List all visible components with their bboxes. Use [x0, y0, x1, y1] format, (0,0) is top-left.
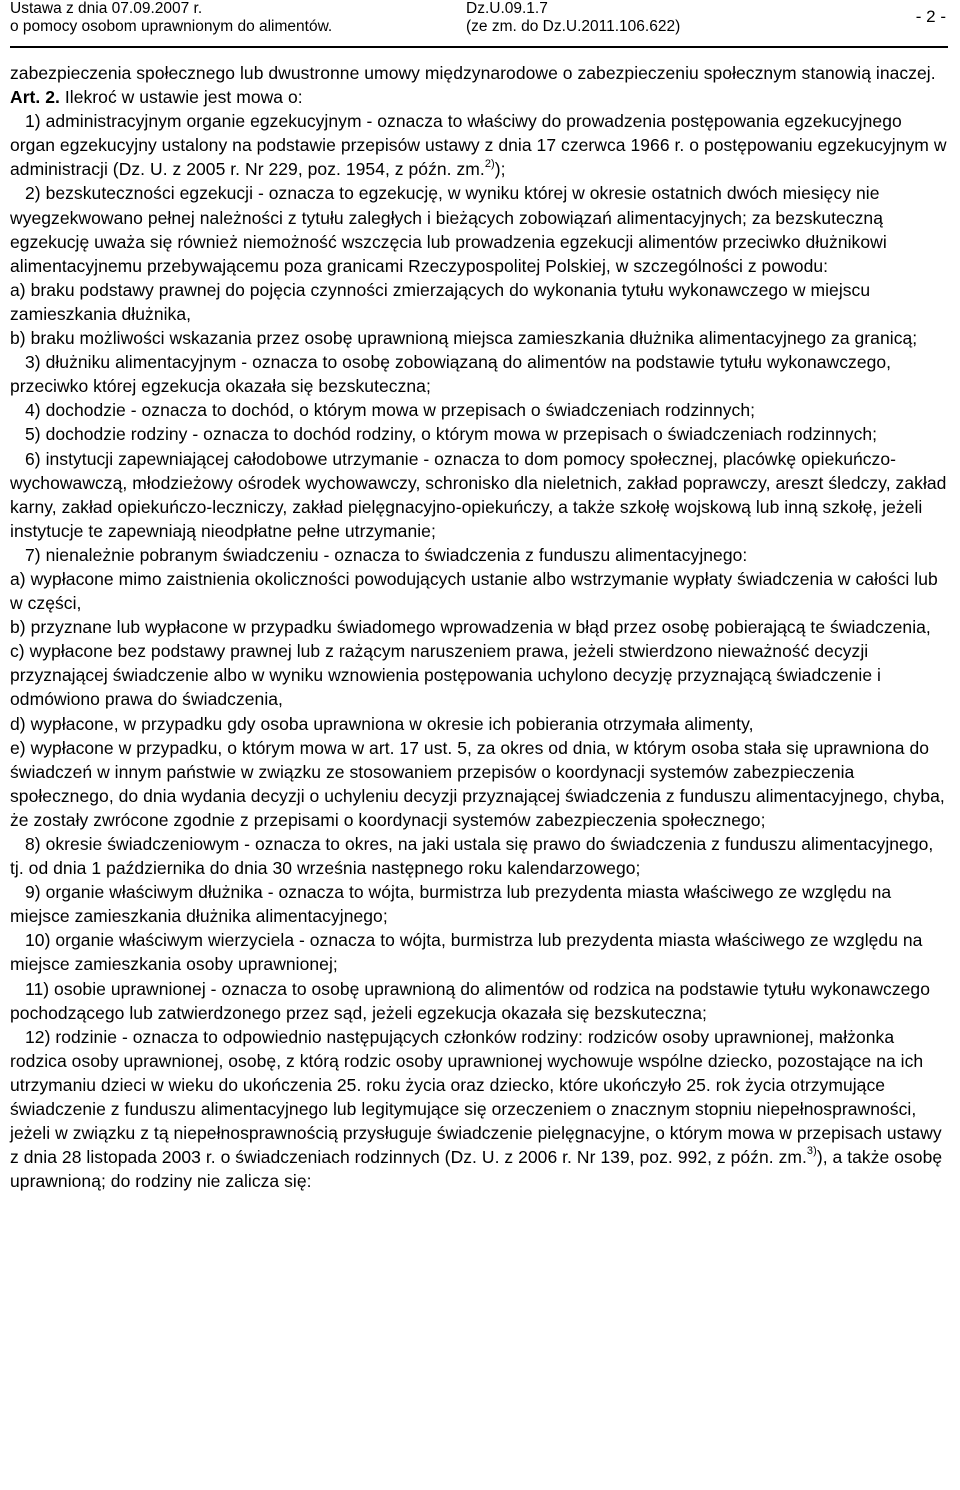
definition-item-7: 7) nienależnie pobranym świadczeniu - oznacza to świadczenia z funduszu alimentacyjnego:: [25, 544, 748, 565]
definition-item-2a: a) braku podstawy prawnej do pojęcia czynności zmierzających do wykonania tytułu wykonawczego w miejscu zamieszkania dłużnika,: [10, 279, 871, 324]
footnote-ref-3: 3): [806, 1145, 817, 1158]
definition-item-2: 2) bezskuteczności egzekucji - oznacza to egzekucję, w wyniku której w okresie ostatnich dwóch miesięcy nie wyegzekwowano pełnej należności z tytułu zaległych i bieżących zobowiązań alimentacyjnych; za bezskuteczną egzekucję uważa się również niemożność wszczęcia lub prowadzenia egzekucji alimentów przeciwko dłużnikowi alimentacyjnemu przebywającemu poza granicami Rzeczypospolitej Polskiej, w szczególności z powodu:: [10, 183, 887, 276]
page-header: [10, 0, 948, 48]
definition-item-6: 6) instytucji zapewniającej całodobowe utrzymanie - oznacza to dom pomocy społecznej, placówkę opiekuńczo-wychowawczą, młodzieżowy ośrodek wychowawczy, schronisko dla nieletnich, zakład poprawczy, areszt śledczy, zakład karny, zakład opiekuńczo-leczniczy, zakład pielęgnacyjno-opiekuńczy, a także szkołę wojskową lub inną szkołę, jeżeli instytucje te zapewniają nieodpłatne pełne utrzymanie;: [10, 448, 947, 541]
act-subject-line: o pomocy osobom uprawnionym do alimentów.: [10, 18, 333, 35]
article-2-heading: [10, 85, 948, 109]
footnote-ref-2: 2): [484, 157, 495, 170]
definition-item-4: 4) dochodzie - oznacza to dochód, o którym mowa w przepisach o świadczeniach rodzinnych;: [25, 400, 756, 421]
journal-reference: Dz.U.09.1.7: [466, 0, 548, 17]
amendment-reference: (ze zm. do Dz.U.2011.106.622): [466, 18, 681, 35]
act-title-line: Ustawa z dnia 07.09.2007 r.: [10, 0, 203, 17]
definition-item-7d: d) wypłacone, w przypadku gdy osoba uprawniona w okresie ich pobierania otrzymała alimenty,: [10, 713, 754, 734]
article-intro: Ilekroć w ustawie jest mowa o:: [59, 87, 303, 108]
document-body: [10, 61, 948, 1193]
definition-item-7e: e) wypłacone w przypadku, o którym mowa w art. 17 ust. 5, za okres od dnia, w którym osoba stała się uprawniona do świadczeń w innym państwie w związku ze stosowaniem przepisów o koordynacji systemów zabezpieczenia społecznego, do dnia wydania decyzji o uchyleniu decyzji przyznającej świadczenia z funduszu alimentacyjnego, chyba, że zostały zwrócone zgodnie z przepisami o koordynacji systemów zabezpieczenia społecznego;: [10, 737, 945, 830]
definition-item-2b: b) braku możliwości wskazania przez osobę uprawnioną miejsca zamieszkania dłużnika alimentacyjnego za granicą;: [10, 328, 918, 349]
definition-text: 12) rodzinie - oznacza to odpowiednio następujących członków rodziny: rodziców osoby uprawnionej, małżonka rodzica osoby uprawnionej, osobę, z którą rodzic osoby uprawnionej wychowuje wspólne dziecko, pozostające na ich utrzymaniu dzieci w wieku do ukończenia 25. roku życia oraz dziecko, które ukończyło 25. rok życia otrzymujące świadczenie z funduszu alimentacyjnego lub legitymujące się orzeczeniem o znacznym stopniu niepełnosprawności, jeżeli w związku z tą niepełnosprawnością przysługuje świadczenie pielęgnacyjne, o którym mowa w przepisach ustawy z dnia 28 listopada 2003 r. o świadczeniach rodzinnych (Dz. U. z 2006 r. Nr 139, poz. 992, z późn. zm.: [10, 1026, 942, 1168]
definition-item-7c: c) wypłacone bez podstawy prawnej lub z rażącym naruszeniem prawa, jeżeli stwierdzono nieważność decyzji przyznającej świadczenie albo w wyniku wznowienia postępowania uchylono decyzję przyznającą świadczenie i odmówiono prawa do świadczenia,: [10, 641, 881, 710]
definition-item-7b: b) przyznane lub wypłacone w przypadku świadomego wprowadzenia w błąd przez osobę pobierającą te świadczenia,: [10, 617, 931, 638]
definition-text: 1) administracyjnym organie egzekucyjnym - oznacza to właściwy do prowadzenia postępowania egzekucyjnego organ egzekucyjny ustalony na podstawie przepisów ustawy z dnia 17 czerwca 1966 r. o postępowaniu egzekucyjnym w administracji (Dz. U. z 2005 r. Nr 229, poz. 1954, z późn. zm.: [10, 111, 947, 180]
definition-item-3: 3) dłużniku alimentacyjnym - oznacza to osobę zobowiązaną do alimentów na podstawie tytułu wykonawczego, przeciwko której egzekucja okazała się bezskuteczna;: [10, 352, 892, 397]
definition-item-7a: a) wypłacone mimo zaistnienia okoliczności powodujących ustanie albo wstrzymanie wypłaty świadczenia w całości lub w części,: [10, 568, 938, 614]
definition-item-10: 10) organie właściwym wierzyciela - oznacza to wójta, burmistrza lub prezydenta miasta właściwego ze względu na miejsce zamieszkania osoby uprawnionej;: [10, 930, 923, 975]
definition-item-5: 5) dochodzie rodziny - oznacza to dochód rodziny, o którym mowa w przepisach o świadczeniach rodzinnych;: [25, 424, 878, 445]
article-label: Art. 2.: [10, 87, 60, 108]
paragraph-continued: zabezpieczenia społecznego lub dwustronne umowy międzynarodowe o zabezpieczeniu społecznym stanowią inaczej.: [10, 63, 936, 83]
definition-item-12: [10, 1025, 948, 1194]
definition-end: );: [494, 159, 506, 180]
definition-end: ), a także osobę uprawnioną; do rodziny nie zalicza się:: [10, 1147, 943, 1192]
definition-item-8: 8) okresie świadczeniowym - oznacza to okres, na jaki ustala się prawo do świadczenia z funduszu alimentacyjnego, tj. od dnia 1 października do dnia 30 września następnego roku kalendarzowego;: [10, 834, 934, 879]
page-number: - 2 -: [915, 7, 946, 26]
definition-item-11: 11) osobie uprawnionej - oznacza to osobę uprawnioną do alimentów od rodzica na podstawie tytułu wykonawczego pochodzącego lub zatwierdzonego przez sąd, jeżeli egzekucja okazała się bezskuteczna;: [10, 978, 930, 1023]
definition-item-9: 9) organie właściwym dłużnika - oznacza to wójta, burmistrza lub prezydenta miasta właściwego ze względu na miejsce zamieszkania dłużnika alimentacyjnego;: [10, 882, 892, 927]
definition-item-1: [10, 109, 948, 181]
